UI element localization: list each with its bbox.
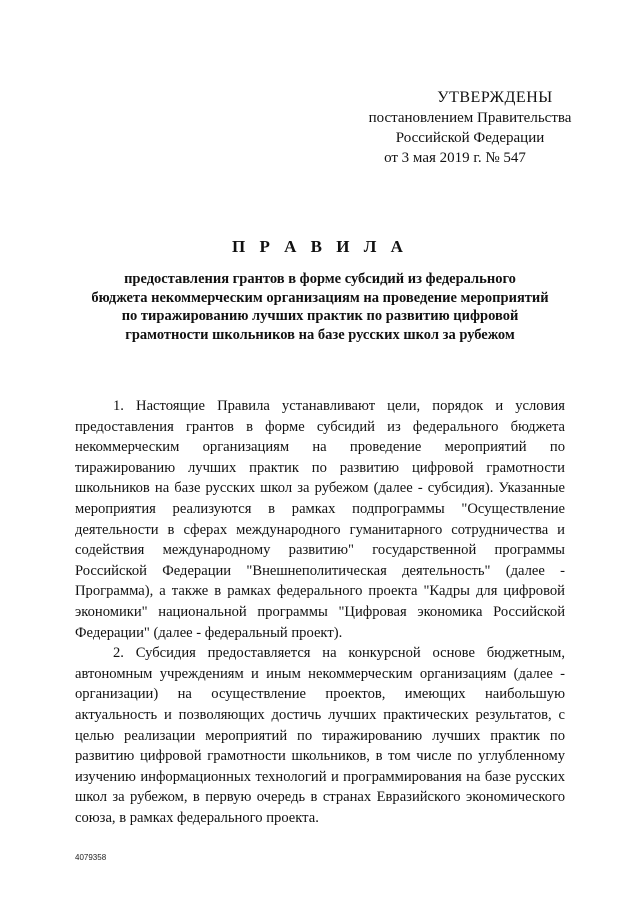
document-title: П Р А В И Л А — [232, 237, 408, 256]
approved-heading: УТВЕРЖДЕНЫ — [437, 89, 553, 106]
approval-line-2: Российской Федерации — [395, 130, 545, 146]
approval-date: от 3 мая 2019 г. № 547 — [384, 150, 526, 166]
document-body — [75, 396, 565, 828]
subtitle-line: предоставления грантов в форме субсидий из федерального — [124, 271, 516, 287]
subtitle-line: бюджета некоммерческим организациям на проведение мероприятий — [91, 289, 549, 306]
document-number: 4079358 — [75, 853, 107, 862]
document-subtitle — [70, 270, 570, 344]
subtitle-line: грамотности школьников на базе русских школ за рубежом — [125, 326, 515, 343]
approval-stamp — [340, 88, 600, 168]
approval-line-1: постановлением Правительства — [368, 110, 572, 126]
paragraph-1: 1. Настоящие Правила устанавливают цели, порядок и условия предоставления грантов в форме субсидий из федерального бюджета некоммерческим организациям на проведение мероприятий по тиражированию лучших практик по развитию цифровой грамотности школьников на базе русских школ за рубежом (далее - субсидия). Указанные мероприятия реализуются в рамках подпрограммы "Осуществление деятельности в сферах международного гуманитарного сотрудничества и содействия международному развитию" государственной программы Российской Федерации "Внешнеполитическая деятельность" (далее - Программа), а также в рамках федерального проекта "Кадры для цифровой экономики" национальной программы "Цифровая экономика Российской Федерации" (далее - федеральный проект). — [75, 398, 565, 641]
subtitle-line: по тиражированию лучших практик по развитию цифровой — [121, 308, 519, 324]
paragraph-2: 2. Субсидия предоставляется на конкурсной основе бюджетным, автономным учреждениям и иным некоммерческим организациям (далее - организации) на осуществление проектов, имеющих наибольшую актуальность и позволяющих достичь лучших практических результатов, с целью реализации мероприятий по тиражированию лучших практик по развитию цифровой грамотности школьников, в том числе по углубленному изучению информационных технологий и программирования на базе русских школ за рубежом, в первую очередь в странах Евразийского экономического союза, в рамках федерального проекта. — [75, 645, 565, 826]
